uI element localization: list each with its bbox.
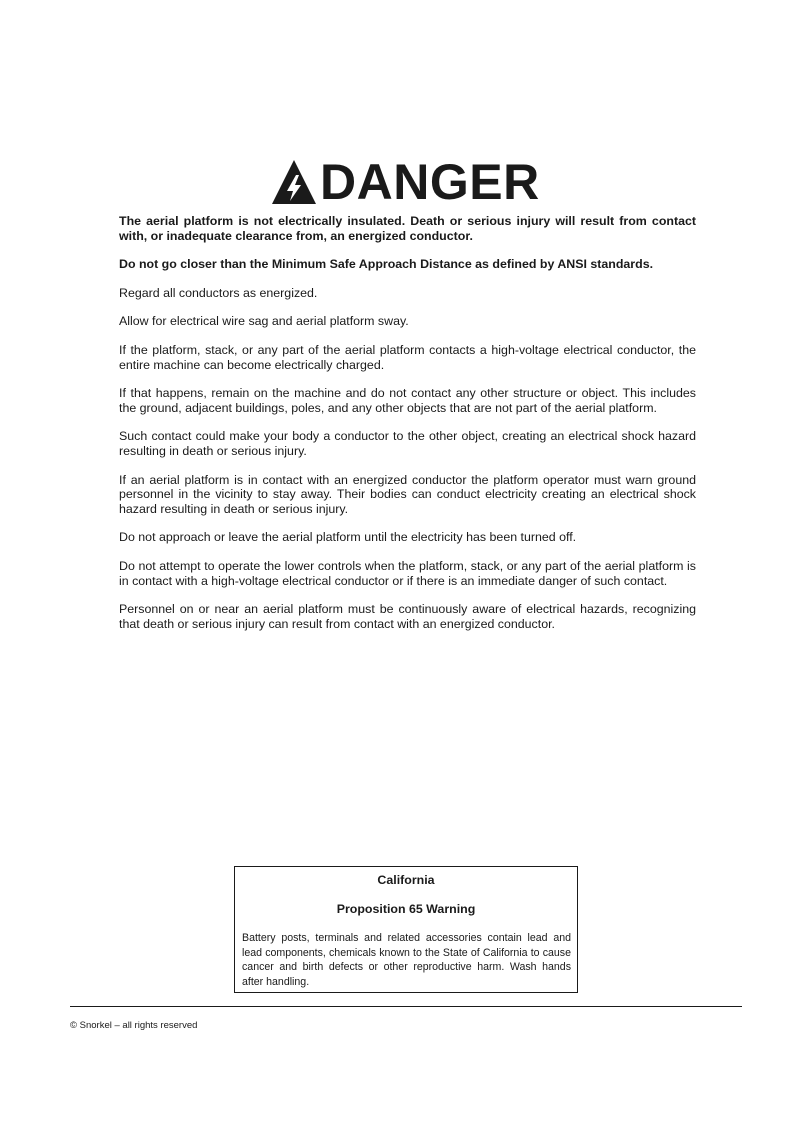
paragraph-warn-personnel: If an aerial platform is in contact with an energized conductor the platform operator must warn ground personnel in the vicinity to stay away. Their bodies can conduct electricity creating an electrical shock hazard resulting in death or serious injury. xyxy=(119,472,696,516)
paragraph-continuously-aware: Personnel on or near an aerial platform must be continuously aware of electrical hazards, recognizing that death or serious injury can result from contact with an energized conductor. xyxy=(119,602,696,631)
paragraph-not-insulated: The aerial platform is not electrically insulated. Death or serious injury will result from contact with, or inadequate clearance from, an energized conductor. xyxy=(119,214,696,243)
footer-copyright: © Snorkel – all rights reserved xyxy=(70,1020,198,1031)
danger-signal-word: DANGER xyxy=(320,154,540,210)
paragraph-regard-energized: Regard all conductors as energized. xyxy=(119,285,318,300)
prop65-title-warning: Proposition 65 Warning xyxy=(336,902,476,916)
paragraph-lower-controls: Do not attempt to operate the lower controls when the platform, stack, or any part of the aerial platform is in contact with a high-voltage electrical conductor or if there is an immediate danger of such contact. xyxy=(119,558,696,588)
prop65-body-text: Battery posts, terminals and related accessories contain lead and lead components, chemicals known to the State of California to cause cancer and birth defects or other reproductive harm. Wash hands after handling. xyxy=(242,932,571,988)
paragraph-min-safe-distance: Do not go closer than the Minimum Safe Approach Distance as defined by ANSI standards. xyxy=(119,257,654,272)
footer-divider xyxy=(70,1006,742,1007)
paragraph-do-not-approach: Do not approach or leave the aerial platform until the electricity has been turned off. xyxy=(119,530,577,545)
paragraph-body-conductor: Such contact could make your body a conductor to the other object, creating an electrical shock hazard resulting in death or serious injury. xyxy=(119,429,696,458)
danger-body-text xyxy=(119,214,696,645)
prop65-title-california: California xyxy=(377,873,435,887)
paragraph-machine-charged: If the platform, stack, or any part of the aerial platform contacts a high-voltage electrical conductor, the entire machine can become electrically charged. xyxy=(119,342,696,372)
danger-header xyxy=(271,154,540,210)
electrical-hazard-triangle-icon xyxy=(271,159,317,205)
paragraph-wire-sag: Allow for electrical wire sag and aerial platform sway. xyxy=(119,314,409,329)
paragraph-remain-on-machine: If that happens, remain on the machine and do not contact any other structure or object. This includes the ground, adjacent buildings, poles, and any other objects that are not part of the aerial platform. xyxy=(119,386,696,415)
prop65-warning-box xyxy=(234,866,578,993)
